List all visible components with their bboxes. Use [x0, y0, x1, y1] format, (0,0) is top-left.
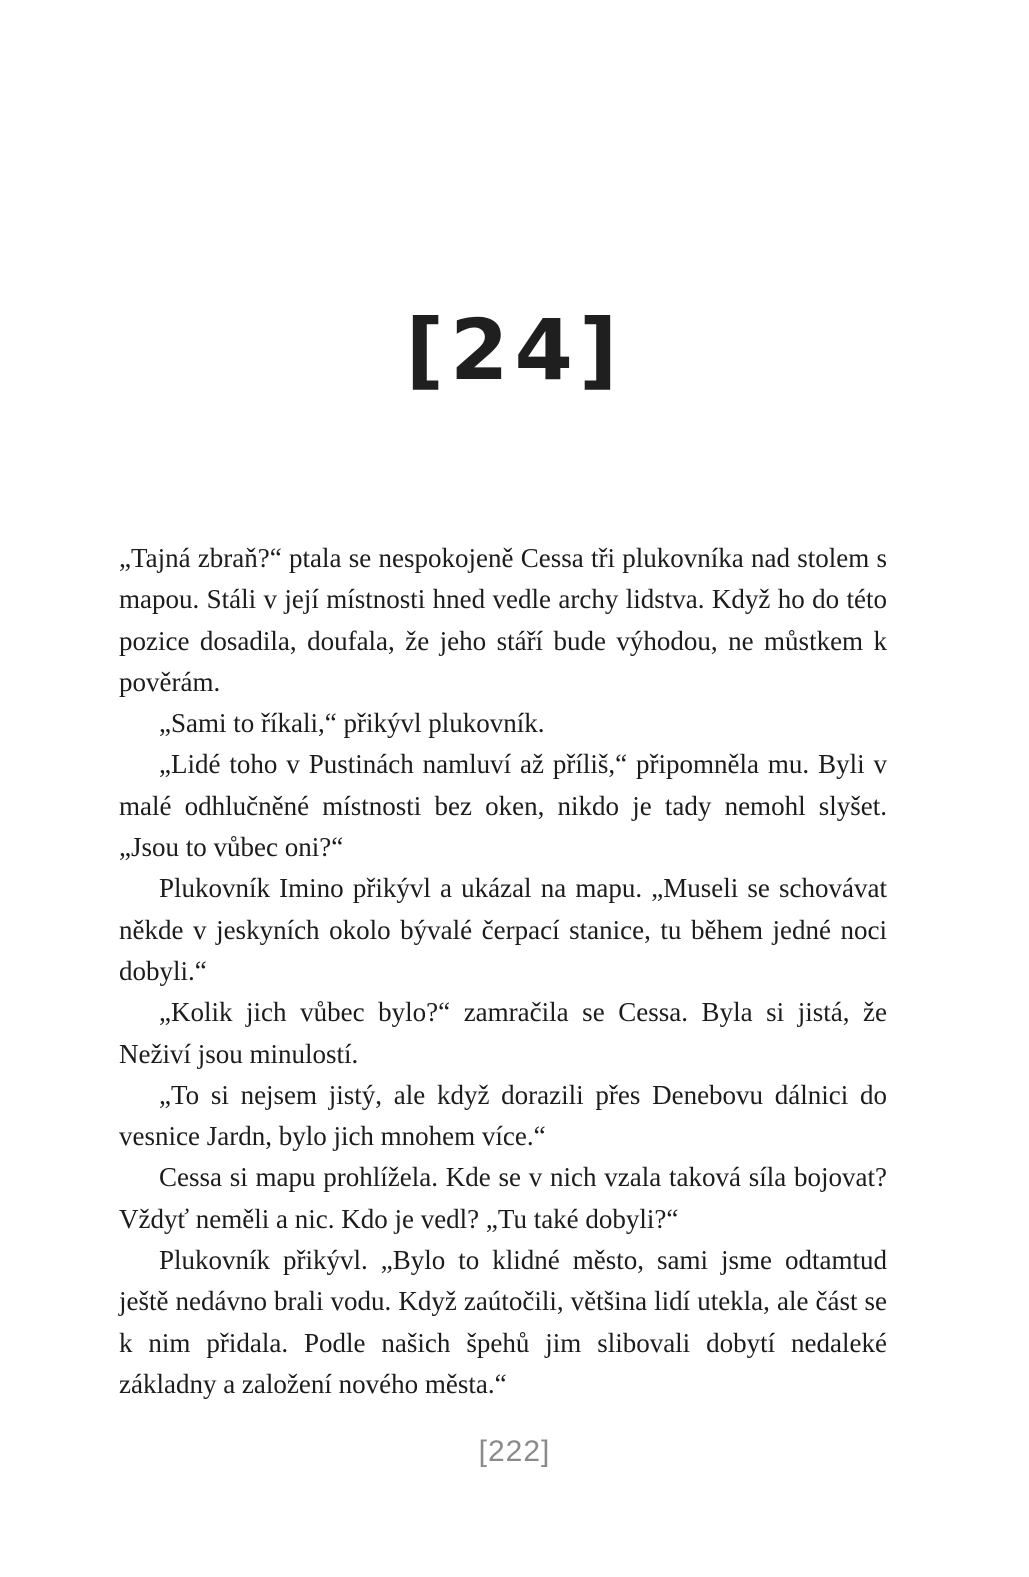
chapter-heading: [24] [405, 301, 624, 399]
paragraph: „To si nejsem jistý, ale když dorazili přes Denebovu dálnici do vesnice Jardn, bylo jich mnohem více.“ [119, 1079, 887, 1152]
body-text [119, 538, 887, 1405]
paragraph: Plukovník přikývl. „Bylo to klidné město, sami jsme odtamtud ještě nedávno brali vodu. Když zaútočili, většina lidí utekla, ale část se k nim přidala. Podle našich špehů jim slibovali dobytí nedaleké základny a založení nového města.“ [119, 1245, 887, 1399]
paragraph: Cessa si mapu prohlížela. Kde se v nich vzala taková síla bojovat? Vždyť neměli a nic. Kdo je vedl? „Tu také dobyli?“ [119, 1162, 887, 1234]
paragraph: Plukovník Imino přikývl a ukázal na mapu. „Museli se schovávat někde v jeskyních okolo bývalé čerpací stanice, tu během jedné noci dobyli.“ [119, 873, 887, 986]
paragraph: „Sami to říkali,“ přikývl plukovník. [159, 708, 545, 739]
paragraph: „Lidé toho v Pustinách namluví až příliš,“ připomněla mu. Byli v malé odhlučněné místnosti bez oken, nikdo je tady nemohl slyšet. „Jsou to vůbec oni?“ [119, 749, 887, 863]
page-number: [222] [478, 1435, 551, 1468]
paragraph: „Tajná zbraň?“ ptala se nespokojeně Cessa tři plukovníka nad stolem s mapou. Stáli v její místnosti hned vedle archy lidstva. Když ho do této pozice dosadila, doufala, že jeho stáří bude výhodou, ne můstkem k pověrám. [119, 543, 887, 697]
paragraph: „Kolik jich vůbec bylo?“ zamračila se Cessa. Byla si jistá, že Neživí jsou minulostí. [119, 997, 887, 1069]
